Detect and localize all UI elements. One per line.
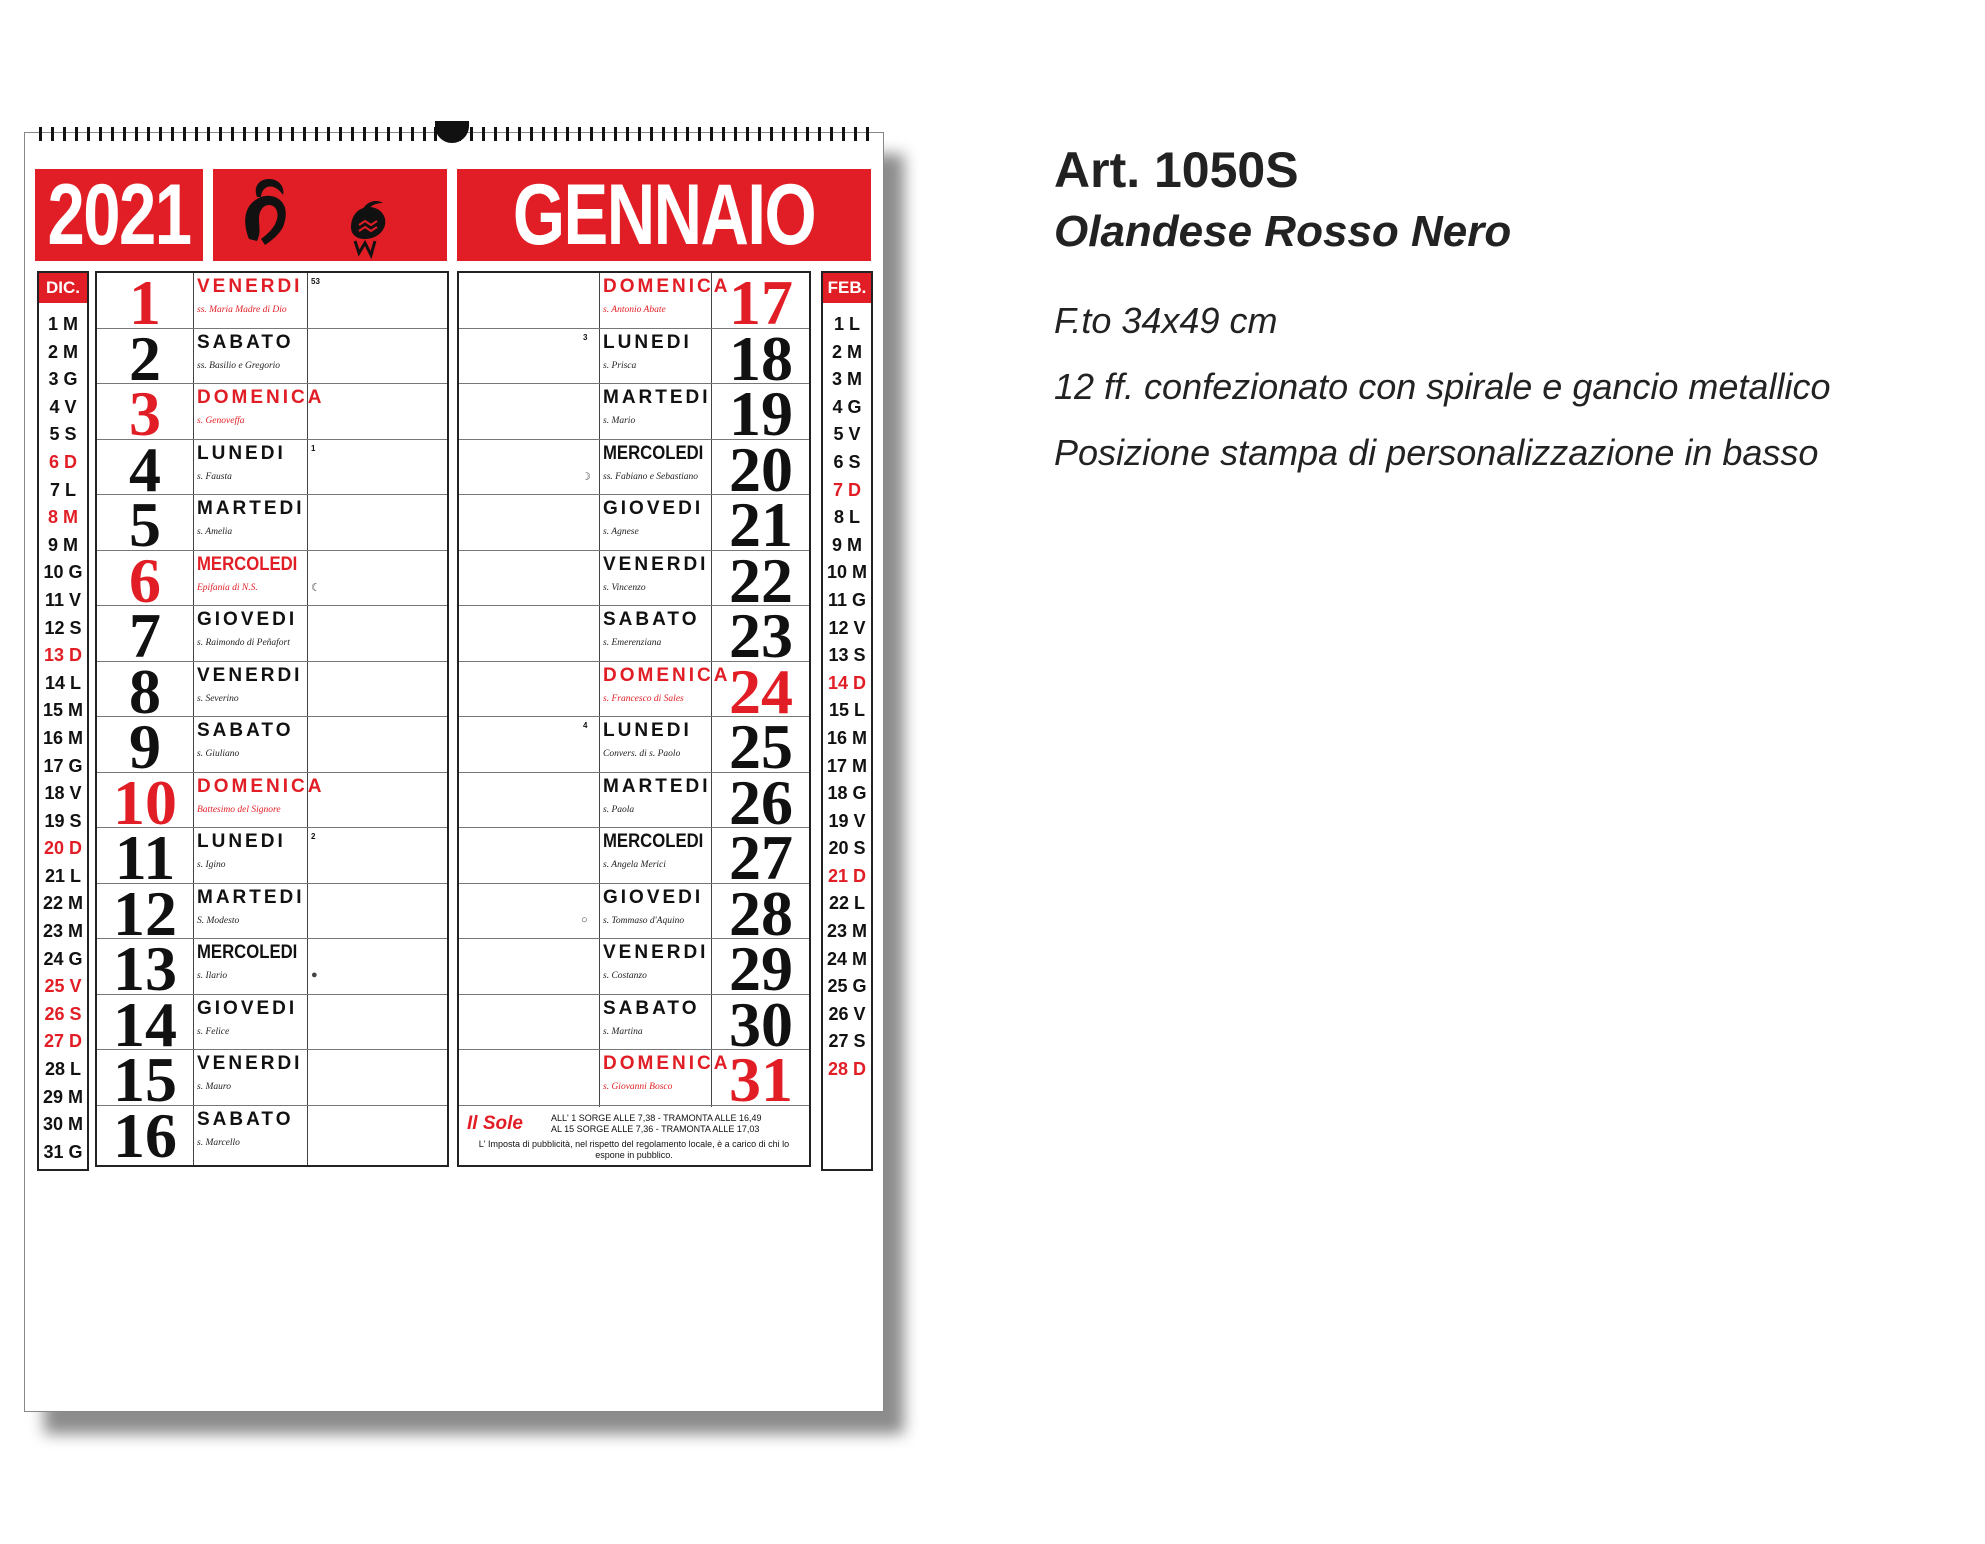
mini-day: 6 S — [833, 451, 861, 472]
day-row — [97, 933, 447, 1004]
day-number: 6 — [129, 544, 161, 616]
mini-day: 27 D — [43, 1031, 83, 1052]
mini-day: 30 M — [42, 1114, 84, 1135]
spiral-ring — [159, 127, 162, 141]
mini-day: 1 M — [47, 314, 78, 334]
mini-day: 20 S — [828, 838, 866, 859]
mini-day: 8 M — [47, 507, 78, 528]
day-row — [459, 822, 809, 893]
spiral-ring — [39, 127, 42, 141]
day-name: LUNEDI — [603, 331, 692, 353]
day-name: GIOVEDI — [197, 997, 298, 1019]
day-name: GIOVEDI — [603, 498, 704, 519]
saint-name: s. Costanzo — [603, 971, 647, 981]
day-name: SABATO — [197, 331, 294, 353]
day-name: SABATO — [603, 609, 700, 630]
day-name: DOMENICA — [197, 775, 325, 797]
saint-name: s. Antonio Abate — [603, 305, 666, 315]
day-name: DOMENICA — [603, 664, 731, 686]
sun-times-1: ALL' 1 SORGE ALLE 7,38 - TRAMONTA ALLE 16,49 — [551, 1113, 762, 1123]
day-row — [97, 711, 447, 782]
spec-binding: 12 ff. confezionato con spirale e gancio metallico — [1054, 366, 1831, 407]
day-number: 29 — [729, 933, 793, 1004]
mini-day: 24 M — [826, 948, 868, 969]
mini-day: 28 L — [44, 1059, 82, 1080]
spiral-ring — [686, 127, 689, 141]
day-number: 30 — [729, 988, 793, 1060]
month-label: GENNAIO — [512, 166, 816, 263]
saint-name: s. Mario — [603, 416, 636, 426]
spiral-ring — [818, 127, 821, 141]
spiral-ring — [590, 127, 593, 141]
mini-day: 5 V — [833, 424, 861, 445]
mini-day: 31 G — [43, 1141, 83, 1162]
day-row — [97, 267, 447, 338]
spiral-ring — [698, 127, 701, 141]
day-number: 27 — [729, 822, 793, 893]
mini-day: 10 M — [826, 562, 868, 583]
spiral-ring — [135, 127, 138, 141]
mini-day: 21 D — [827, 865, 867, 886]
days-panel-right — [457, 267, 811, 1167]
day-name: MARTEDI — [603, 775, 711, 797]
day-row — [97, 433, 447, 505]
spiral-ring — [375, 127, 378, 141]
spiral-ring — [710, 127, 713, 141]
mini-day: 25 V — [44, 976, 82, 997]
mini-day: 18 V — [44, 783, 82, 804]
mini-day: 7 D — [832, 479, 861, 500]
spiral-ring — [315, 127, 318, 141]
mini-day: 16 M — [42, 727, 84, 748]
mini-day: 2 M — [47, 341, 78, 362]
day-row — [97, 489, 447, 560]
day-name: MERCOLEDI — [603, 442, 704, 464]
spiral-ring — [830, 127, 833, 141]
week-number: 3 — [583, 332, 588, 342]
saint-name: ss. Fabiano e Sebastiano — [603, 471, 698, 482]
spiral-ring — [279, 127, 282, 141]
spiral-ring — [363, 127, 366, 141]
mini-day: 10 G — [43, 562, 83, 583]
spiral-ring — [183, 127, 186, 141]
day-name: SABATO — [197, 1108, 294, 1130]
spiral-ring — [111, 127, 114, 141]
day-number: 9 — [129, 711, 161, 782]
next-month-days — [823, 311, 871, 1084]
day-number: 4 — [129, 433, 161, 505]
day-number: 13 — [113, 933, 177, 1004]
saint-name: Convers. di s. Paolo — [603, 749, 681, 759]
spec-print-position: Posizione stampa di personalizzazione in basso — [1054, 432, 1819, 473]
day-name: MERCOLEDI — [197, 553, 298, 575]
mini-day: 22 M — [42, 893, 84, 914]
day-number: 20 — [729, 433, 793, 505]
saint-name: Epifania di N.S. — [197, 582, 258, 593]
mini-day: 14 D — [827, 672, 867, 693]
saint-name: S. Modesto — [197, 915, 240, 926]
day-name: GIOVEDI — [197, 609, 298, 630]
spiral-ring — [866, 127, 869, 141]
spiral-ring — [231, 127, 234, 141]
spiral-ring — [123, 127, 126, 141]
day-number: 3 — [129, 378, 161, 449]
spiral-ring — [51, 127, 54, 141]
spiral-ring — [494, 127, 497, 141]
mini-day: 14 L — [44, 672, 82, 693]
day-number: 31 — [729, 1044, 793, 1115]
spiral-ring — [626, 127, 629, 141]
moon-phase-icon: ○ — [581, 913, 588, 926]
saint-name: s. Giuliano — [197, 749, 240, 759]
spiral-ring — [303, 127, 306, 141]
spiral-ring — [842, 127, 845, 141]
mini-day: 17 G — [43, 755, 83, 776]
day-name: LUNEDI — [197, 831, 286, 852]
capricorn-sign-icon — [245, 179, 286, 245]
saint-name: s. Felice — [197, 1026, 230, 1037]
day-row — [97, 378, 447, 449]
mini-day: 11 G — [827, 589, 867, 610]
previous-month-days — [39, 311, 87, 1166]
mini-day: 5 S — [49, 424, 77, 445]
day-name: LUNEDI — [197, 442, 286, 464]
day-name: VENERDI — [197, 1053, 303, 1074]
spiral-ring — [578, 127, 581, 141]
day-row — [459, 378, 809, 449]
mini-day: 9 M — [831, 534, 862, 555]
spec-size: F.to 34x49 cm — [1054, 300, 1278, 341]
next-month-label: FEB. — [823, 273, 871, 303]
spiral-ring — [470, 127, 473, 141]
mini-day: 21 L — [44, 865, 82, 886]
spiral-ring — [171, 127, 174, 141]
day-row — [459, 711, 809, 782]
spiral-ring — [530, 127, 533, 141]
day-row — [459, 544, 809, 616]
saint-name: s. Agnese — [603, 527, 639, 537]
day-row — [459, 655, 809, 727]
day-number: 26 — [729, 766, 793, 838]
saint-name: s. Amelia — [197, 527, 233, 537]
day-number: 8 — [129, 655, 161, 727]
mini-day: 4 V — [49, 396, 77, 417]
spiral-ring — [399, 127, 402, 141]
spiral-ring — [75, 127, 78, 141]
day-row — [459, 933, 809, 1004]
spiral-ring — [614, 127, 617, 141]
day-number: 5 — [129, 489, 161, 560]
mini-day: 13 S — [828, 645, 866, 666]
spiral-ring — [482, 127, 485, 141]
spiral-ring — [770, 127, 773, 141]
mini-day: 12 V — [828, 617, 866, 638]
day-name: DOMENICA — [197, 387, 325, 408]
day-name: MARTEDI — [603, 387, 711, 408]
day-name: MARTEDI — [197, 498, 305, 519]
spiral-ring — [806, 127, 809, 141]
mini-day: 7 L — [49, 479, 76, 500]
saint-name: s. Raimondo di Peñafort — [197, 638, 290, 648]
day-name: VENERDI — [197, 664, 303, 686]
calendar-header — [35, 166, 871, 263]
day-name: VENERDI — [603, 553, 709, 575]
spiral-ring — [87, 127, 90, 141]
day-row — [459, 877, 809, 949]
saint-name: s. Tommaso d'Aquino — [603, 915, 685, 926]
day-name: GIOVEDI — [603, 886, 704, 908]
mini-day: 22 L — [828, 893, 866, 914]
mini-day: 26 V — [828, 1003, 866, 1024]
day-row — [97, 322, 447, 394]
day-name: LUNEDI — [603, 720, 692, 741]
month-box — [457, 166, 871, 263]
spiral-ring — [794, 127, 797, 141]
article-code: Art. 1050S — [1054, 142, 1299, 198]
day-number: 23 — [729, 600, 793, 671]
day-name: VENERDI — [197, 276, 303, 297]
spiral-ring — [207, 127, 210, 141]
day-number: 19 — [729, 378, 793, 449]
day-row — [97, 766, 447, 838]
saint-name: s. Francesco di Sales — [603, 693, 684, 704]
week-number: 2 — [311, 832, 316, 841]
mini-day: 17 M — [826, 755, 868, 776]
zodiac-box — [213, 169, 447, 261]
spiral-ring — [602, 127, 605, 141]
mini-day: 4 G — [832, 396, 862, 417]
sun-label: Il Sole — [467, 1113, 523, 1134]
day-name: VENERDI — [603, 942, 709, 963]
day-number: 22 — [729, 544, 793, 616]
week-number: 53 — [311, 277, 320, 286]
saint-name: s. Angela Merici — [603, 860, 666, 870]
saint-name: s. Martina — [603, 1026, 643, 1037]
mini-day: 11 V — [44, 589, 82, 610]
day-row — [97, 544, 447, 616]
spiral-ring — [782, 127, 785, 141]
saint-name: s. Fausta — [197, 471, 232, 482]
spiral-ring — [195, 127, 198, 141]
day-row — [459, 1044, 809, 1115]
mini-day: 27 S — [828, 1031, 866, 1052]
spiral-ring — [674, 127, 677, 141]
spiral-ring — [255, 127, 258, 141]
saint-name: ss. Maria Madre di Dio — [197, 305, 287, 315]
day-row — [97, 655, 447, 727]
sun-times-15: AL 15 SORGE ALLE 7,36 - TRAMONTA ALLE 17,03 — [551, 1124, 760, 1134]
saint-name: s. Paola — [603, 804, 635, 815]
day-number: 21 — [729, 489, 793, 560]
mini-day: 18 G — [827, 783, 867, 804]
spiral-ring — [99, 127, 102, 141]
week-number: 1 — [311, 443, 316, 453]
day-name: MARTEDI — [197, 886, 305, 908]
mini-day: 2 M — [831, 341, 862, 362]
spiral-ring — [566, 127, 569, 141]
mini-day: 3 M — [831, 369, 862, 390]
spiral-ring — [411, 127, 414, 141]
mini-day: 19 S — [44, 810, 82, 831]
day-name: DOMENICA — [603, 276, 731, 297]
saint-name: s. Mauro — [197, 1082, 231, 1092]
spiral-ring — [662, 127, 665, 141]
mini-day: 6 D — [48, 451, 77, 472]
day-name: MERCOLEDI — [197, 942, 298, 963]
day-number: 25 — [729, 711, 793, 782]
product-info — [1054, 140, 1830, 486]
moon-phase-icon: ☾ — [311, 581, 321, 594]
mini-day: 25 G — [827, 976, 867, 997]
saint-name: s. Genoveffa — [197, 416, 245, 426]
saint-name: s. Emerenziana — [603, 638, 662, 648]
day-name: SABATO — [197, 720, 294, 741]
mini-day: 8 L — [833, 507, 860, 528]
mini-day: 20 D — [43, 838, 83, 859]
mini-day: 12 S — [44, 617, 82, 638]
mini-day: 16 M — [826, 727, 868, 748]
mini-day: 1 L — [833, 314, 860, 334]
spiral-ring — [291, 127, 294, 141]
saint-name: Battesimo del Signore — [197, 804, 281, 815]
week-number: 4 — [583, 721, 588, 730]
spiral-ring — [219, 127, 222, 141]
spiral-ring — [387, 127, 390, 141]
spiral-ring — [554, 127, 557, 141]
mini-day: 23 M — [826, 921, 868, 942]
spiral-ring — [722, 127, 725, 141]
day-row — [459, 766, 809, 838]
day-row — [97, 1044, 447, 1115]
day-number: 28 — [729, 877, 793, 949]
product-name: Olandese Rosso Nero — [1054, 207, 1512, 256]
tax-notice: L' Imposta di pubblicità, nel rispetto del regolamento locale, è a carico di chi lo espone in pubblico. — [478, 1139, 790, 1160]
moon-phase-icon: ● — [311, 969, 318, 981]
day-number: 16 — [113, 1099, 177, 1171]
spiral-ring — [506, 127, 509, 141]
saint-name: s. Marcello — [197, 1137, 240, 1148]
day-row — [459, 267, 809, 338]
day-number: 7 — [129, 600, 161, 671]
day-number: 12 — [113, 877, 177, 949]
day-row — [459, 322, 809, 394]
spiral-ring — [638, 127, 641, 141]
day-row — [97, 877, 447, 949]
mini-day: 24 G — [43, 948, 83, 969]
spiral-ring — [542, 127, 545, 141]
spiral-ring — [327, 127, 330, 141]
mini-day: 19 V — [828, 810, 866, 831]
day-row — [459, 600, 809, 671]
days-panel-left — [95, 267, 449, 1171]
day-name: DOMENICA — [603, 1053, 731, 1074]
mini-day: 15 L — [828, 700, 866, 721]
spiral-ring — [518, 127, 521, 141]
mini-day: 26 S — [44, 1003, 82, 1024]
next-month-column — [821, 271, 873, 1171]
mini-day: 13 D — [43, 645, 83, 666]
mini-day: 28 D — [827, 1059, 867, 1080]
calendar-sheet — [24, 132, 884, 1412]
mini-day: 3 G — [48, 369, 78, 390]
year-box — [35, 166, 203, 263]
mini-day: 23 M — [42, 921, 84, 942]
day-row — [459, 489, 809, 560]
spiral-ring — [63, 127, 66, 141]
spiral-ring — [243, 127, 246, 141]
day-name: MERCOLEDI — [603, 831, 704, 852]
moon-phase-icon: ☽ — [581, 470, 591, 483]
saint-name: s. Prisca — [603, 360, 637, 371]
spiral-ring — [734, 127, 737, 141]
sun-info-footer — [459, 1107, 809, 1165]
day-number: 17 — [729, 267, 793, 338]
previous-month-column — [37, 271, 89, 1171]
spiral-ring — [351, 127, 354, 141]
day-number: 1 — [129, 267, 161, 338]
day-row — [459, 988, 809, 1060]
day-row — [97, 822, 447, 893]
saint-name: s. Giovanni Bosco — [603, 1082, 673, 1092]
spiral-ring — [267, 127, 270, 141]
mini-day: 15 M — [42, 700, 84, 721]
mini-day: 9 M — [47, 534, 78, 555]
spiral-ring — [423, 127, 426, 141]
previous-month-label: DIC. — [39, 273, 87, 303]
day-row — [97, 1099, 447, 1171]
saint-name: s. Igino — [197, 860, 226, 870]
aquarius-sign-icon — [351, 201, 385, 255]
day-row — [459, 433, 809, 505]
day-number: 14 — [113, 988, 177, 1060]
day-number: 2 — [129, 322, 161, 394]
product-specs — [1054, 288, 1830, 486]
day-row — [97, 988, 447, 1060]
saint-name: ss. Basilio e Gregorio — [197, 360, 281, 371]
day-number: 11 — [114, 822, 176, 893]
saint-name: s. Severino — [197, 693, 239, 704]
year-label: 2021 — [47, 166, 191, 263]
day-number: 24 — [729, 655, 793, 727]
day-number: 10 — [113, 766, 177, 838]
spiral-ring — [339, 127, 342, 141]
mini-day: 29 M — [42, 1086, 84, 1107]
spiral-ring — [147, 127, 150, 141]
saint-name: s. Vincenzo — [603, 582, 646, 593]
spiral-ring — [650, 127, 653, 141]
spiral-ring — [854, 127, 857, 141]
day-row — [97, 600, 447, 671]
saint-name: s. Ilario — [197, 971, 228, 981]
spiral-ring — [746, 127, 749, 141]
day-number: 18 — [729, 322, 793, 394]
day-number: 15 — [113, 1044, 177, 1115]
day-name: SABATO — [603, 997, 700, 1019]
spiral-ring — [758, 127, 761, 141]
